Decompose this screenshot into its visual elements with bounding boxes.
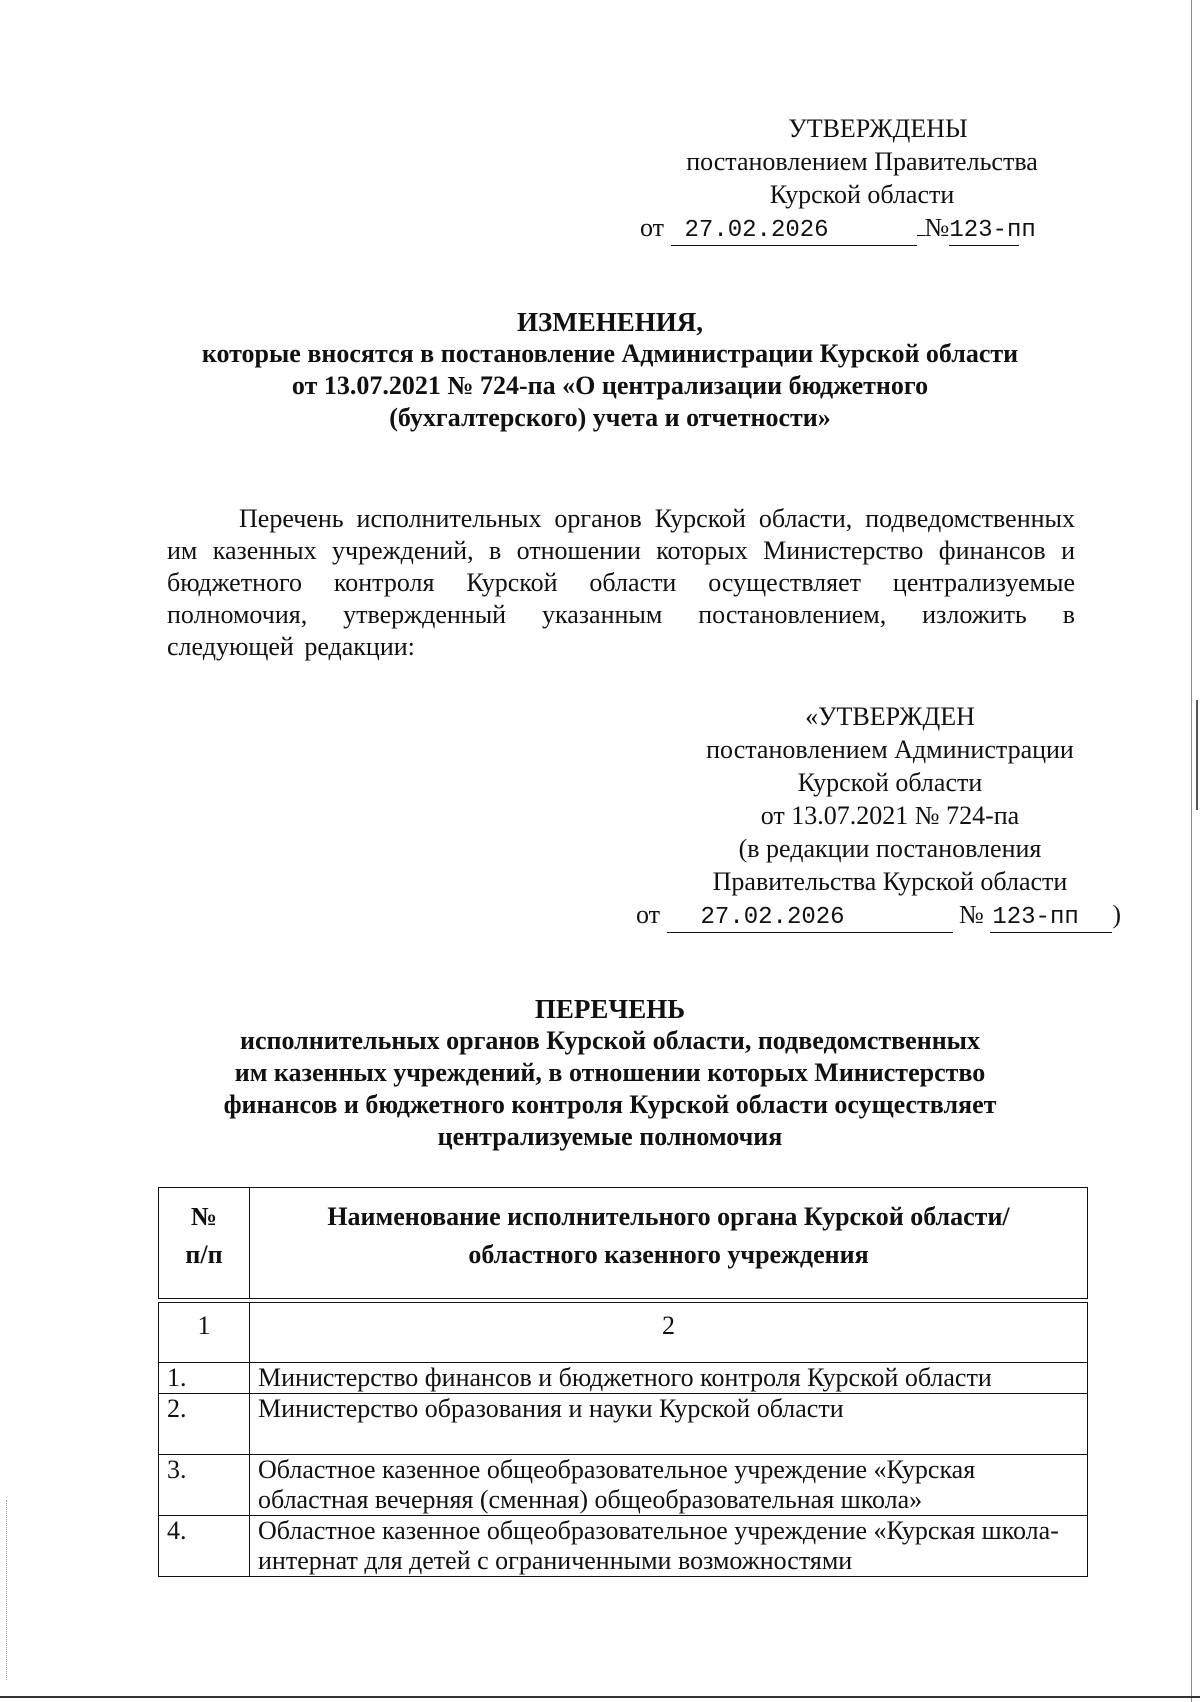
- approval2-date: 27.02.2026: [667, 904, 953, 933]
- row-num: 2.: [159, 1394, 250, 1455]
- table-row: [159, 1455, 1088, 1516]
- changes-title-main: ИЗМЕНЕНИЯ,: [516, 307, 703, 337]
- body-paragraph: Перечень исполнительных органов Курской области, подведомственных им казенных учреждений, в отношении которых Министерство финансов и бюджетного контроля Курской области осуществляет централизуемые полномочия, утвержденный указанным постановлением, изложить в следующей редакции:: [167, 504, 1075, 661]
- approval2-line-4: от 13.07.2021 № 724-па: [760, 801, 1020, 830]
- approval-date-line: [640, 211, 1090, 246]
- header-num-line-1: №: [190, 1202, 218, 1231]
- approval2-line-6: Правительства Курской области: [712, 867, 1068, 896]
- row-name: Областное казенное общеобразовательное учреждение «Курская школа-интернат для детей с ограниченными возможностями: [250, 1516, 1088, 1577]
- header-name-line-2: областного казенного учреждения: [468, 1240, 869, 1269]
- row-num: 1.: [159, 1363, 250, 1394]
- list-title-line-4: финансов и бюджетного контроля Курской области осуществляет: [223, 1090, 997, 1119]
- approval2-number: 123-пп: [990, 904, 1112, 933]
- changes-title-line-3: от 13.07.2021 № 724-па «О централизации бюджетного: [291, 371, 929, 400]
- header-num-line-2: п/п: [185, 1240, 223, 1269]
- index-col-1: 1: [159, 1303, 250, 1363]
- changes-title: [150, 306, 1070, 434]
- list-title-line-3: им казенных учреждений, в отношении которых Министерство: [234, 1058, 986, 1087]
- changes-title-line-2: которые вносятся в постановление Администрации Курской области: [201, 339, 1019, 368]
- header-name-line-1: Наименование исполнительного органа Курской области/: [327, 1202, 1010, 1231]
- approval2-close: ): [1112, 900, 1122, 929]
- header-num: [159, 1188, 250, 1299]
- table-index-row: [159, 1303, 1088, 1363]
- approval2-from-label: от: [636, 900, 661, 929]
- changes-title-line-4: (бухгалтерского) учета и отчетности»: [389, 403, 831, 432]
- approval2-line-3: Курской области: [797, 768, 983, 797]
- list-title-main: ПЕРЕЧЕНЬ: [534, 994, 686, 1024]
- row-num: 3.: [159, 1455, 250, 1516]
- approval-line-2: постановлением Правительства: [686, 147, 1038, 176]
- approval-block-2: [620, 700, 1120, 933]
- approval-line-1: УТВЕРЖДЕНЫ: [788, 114, 968, 143]
- approval2-line-5: (в редакции постановления: [738, 834, 1042, 863]
- scan-edge-mark: [1196, 700, 1198, 810]
- approval2-line-1: «УТВЕРЖДЕН: [805, 702, 975, 731]
- scan-bottom-line: [0, 1696, 1200, 1698]
- approval-line-3: Курской области: [769, 180, 955, 209]
- row-name: Областное казенное общеобразовательное учреждение «Курская областная вечерняя (сменная) общеобразовательная школа»: [250, 1455, 1088, 1516]
- table-row: [159, 1516, 1088, 1577]
- row-name: Министерство финансов и бюджетного контроля Курской области: [250, 1363, 1088, 1394]
- row-name: Министерство образования и науки Курской области: [250, 1394, 1088, 1455]
- approval-number-label: №: [924, 213, 950, 242]
- scan-left-dots: [6, 1500, 8, 1680]
- table-header-row: [159, 1188, 1088, 1299]
- row-num: 4.: [159, 1516, 250, 1577]
- approval-number: 123-пп: [949, 217, 1036, 244]
- approval-block: [640, 112, 1090, 246]
- approval2-line-2: постановлением Администрации: [706, 735, 1074, 764]
- approval-date: 27.02.2026: [671, 217, 917, 246]
- list-title-line-5: централизуемые полномочия: [437, 1122, 783, 1151]
- scan-edge-line: [1191, 0, 1192, 1702]
- approval2-date-line: [636, 898, 1120, 933]
- table-row: [159, 1363, 1088, 1394]
- approval2-number-label: №: [959, 900, 984, 929]
- entities-table: [158, 1187, 1088, 1577]
- list-title-line-2: исполнительных органов Курской области, подведомственных: [240, 1026, 980, 1055]
- header-name: [250, 1188, 1088, 1299]
- list-title: [150, 993, 1070, 1153]
- approval-from-label: от: [640, 213, 665, 242]
- table-row: [159, 1394, 1088, 1455]
- approval-date-gap: [917, 235, 925, 236]
- index-col-2: 2: [250, 1303, 1088, 1363]
